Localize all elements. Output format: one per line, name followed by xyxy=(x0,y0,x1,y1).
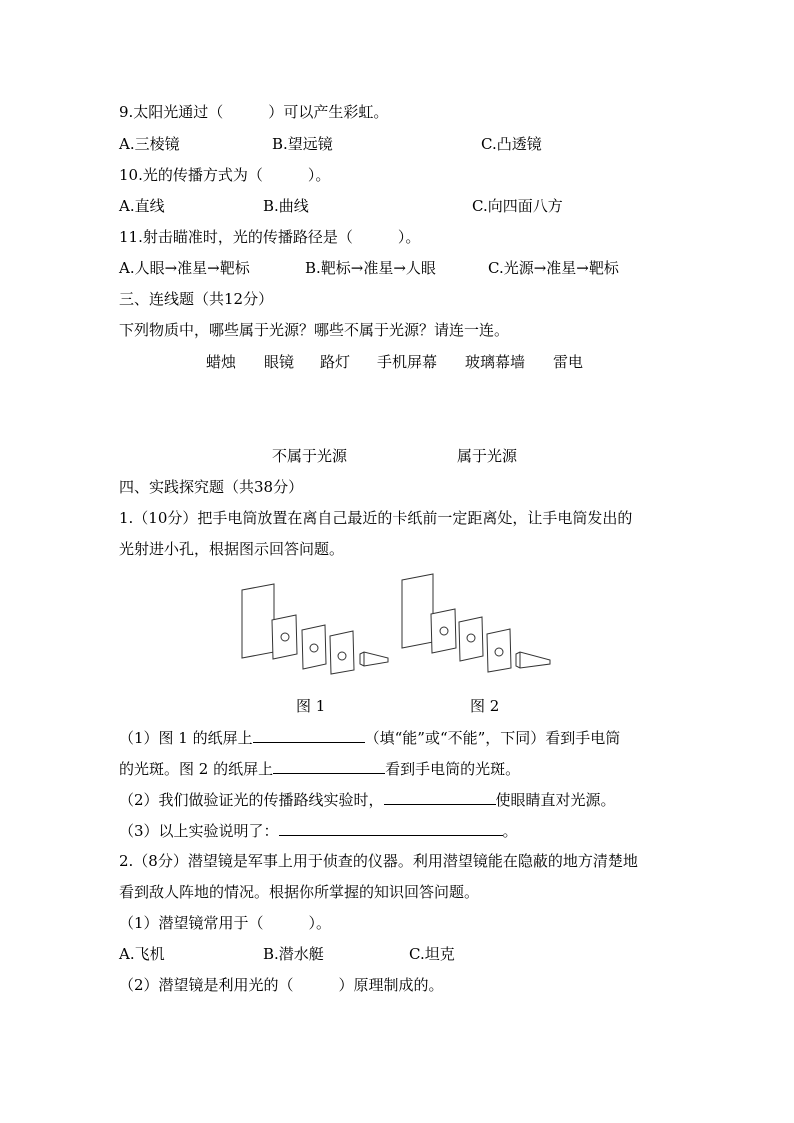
blank-sub2-answer[interactable] xyxy=(384,789,496,805)
s4q1-sub1-line2 xyxy=(119,758,520,779)
s4q1-sub1-line1 xyxy=(119,727,620,748)
match-item-candle: 蜡烛 xyxy=(206,353,237,371)
s4q1-stem-line1: 1.（10分）把手电筒放置在离自己最近的卡纸前一定距离处，让手电筒发出的 xyxy=(119,509,633,527)
s4q1-sub2-text-b: 使眼睛直对光源。 xyxy=(495,791,616,809)
q11-option-b: B.靶标→准星→人眼 xyxy=(305,259,436,277)
s4q1-sub1-text-c: 的光斑。图 2 的纸屏上 xyxy=(119,760,274,778)
match-item-streetlight: 路灯 xyxy=(320,353,351,371)
s4q1-sub3-line xyxy=(119,820,518,841)
blank-fig2-answer[interactable] xyxy=(273,758,385,774)
q9-option-a: A.三棱镜 xyxy=(119,135,180,153)
q11-option-a: A.人眼→准星→靶标 xyxy=(119,259,250,277)
q10-option-b: B.曲线 xyxy=(263,197,309,215)
match-target-not-light-source: 不属于光源 xyxy=(272,447,348,465)
q11-stem: 11.射击瞄准时，光的传播路径是（ ）。 xyxy=(119,228,421,246)
q11-option-c: C.光源→准星→靶标 xyxy=(488,259,619,277)
s4q1-stem-line2: 光射进小孔，根据图示回答问题。 xyxy=(119,540,345,558)
figure-2-caption: 图 2 xyxy=(470,697,500,715)
match-item-phone-screen: 手机屏幕 xyxy=(377,353,438,371)
s4q1-sub1-text-a: （1）图 1 的纸屏上 xyxy=(119,729,253,747)
match-item-lightning: 雷电 xyxy=(553,353,584,371)
figure-1-diagram xyxy=(238,582,398,682)
figure-2-diagram xyxy=(398,572,563,682)
s4q2-option-a: A.飞机 xyxy=(119,945,165,963)
match-item-glasses: 眼镜 xyxy=(264,353,295,371)
q10-stem: 10.光的传播方式为（ ）。 xyxy=(119,166,331,184)
match-item-glass-curtain-wall: 玻璃幕墙 xyxy=(465,353,526,371)
s4q1-sub2-text-a: （2）我们做验证光的传播路线实验时， xyxy=(119,791,384,809)
s4q1-sub3-text-b: 。 xyxy=(502,822,518,840)
s4q1-sub3-text-a: （3）以上实验说明了： xyxy=(119,822,279,840)
s4q2-stem-line2: 看到敌人阵地的情况。根据你所掌握的知识回答问题。 xyxy=(119,883,480,901)
s4q2-option-c: C.坦克 xyxy=(409,945,455,963)
blank-fig1-answer[interactable] xyxy=(253,727,365,743)
s4q2-option-b: B.潜水艇 xyxy=(263,945,324,963)
section3-title: 三、连线题（共12分） xyxy=(119,290,274,308)
q10-option-a: A.直线 xyxy=(119,197,165,215)
s4q2-sub2-stem: （2）潜望镜是利用光的（ ）原理制成的。 xyxy=(119,976,444,994)
figure-1-caption: 图 1 xyxy=(296,697,326,715)
q9-option-b: B.望远镜 xyxy=(272,135,333,153)
s4q1-sub1-text-d: 看到手电筒的光斑。 xyxy=(385,760,521,778)
s4q1-sub2-line xyxy=(119,789,616,810)
section4-title: 四、实践探究题（共38分） xyxy=(119,478,304,496)
s4q1-sub1-text-b: （填“能”或“不能”，下同）看到手电筒 xyxy=(364,729,621,747)
match-target-light-source: 属于光源 xyxy=(457,447,518,465)
section3-instruction: 下列物质中，哪些属于光源？哪些不属于光源？请连一连。 xyxy=(119,321,510,339)
blank-sub3-answer[interactable] xyxy=(279,820,503,836)
s4q2-sub1-stem: （1）潜望镜常用于（ ）。 xyxy=(119,914,332,932)
q9-stem: 9.太阳光通过（ ）可以产生彩虹。 xyxy=(119,103,389,121)
s4q2-stem-line1: 2.（8分）潜望镜是军事上用于侦查的仪器。利用潜望镜能在隐蔽的地方清楚地 xyxy=(119,852,638,870)
q9-option-c: C.凸透镜 xyxy=(481,135,542,153)
q10-option-c: C.向四面八方 xyxy=(472,197,563,215)
